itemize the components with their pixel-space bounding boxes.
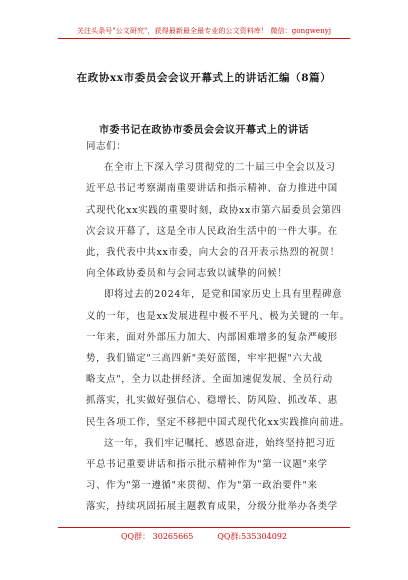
paragraph-line: 在全市上下深入学习贯彻党的二十届三中全会以及习 [104, 162, 336, 174]
paragraph-line: 式现代化xx实践的重要时刻，政协xx市第六届委员会第四 [86, 204, 342, 216]
paragraph-line: 略支点"，全力以赴拼经济、全面加速促发展、全员行动 [86, 374, 333, 386]
paragraph-line: 势，我们锚定"三高四新"美好蓝图，牢牢把握"六大战 [86, 353, 323, 365]
paragraph-line: 义的一年，也是xx发展进程中极不平凡、极为关键的一年。 [86, 310, 350, 322]
paragraph-line: 民生各项工作，坚定不移把中国式现代化xx实践推向前进。 [86, 416, 350, 428]
paragraph-line: 一年来，面对外部压力加大、内部困难增多的复杂严峻形 [86, 331, 338, 343]
paragraph-line: 这一年，我们牢记嘱托、感恩奋进，始终坚持把习近 [104, 437, 336, 449]
paragraph-line: 落实，持续巩固拓展主题教育成果，分级分批举办各类学 [86, 501, 338, 513]
salutation: 同志们： [86, 141, 127, 152]
speech-body [86, 136, 348, 518]
paragraph-line: 习、作为"第一遵循"来贯彻、作为"第一政治要件"来 [86, 480, 318, 492]
footer-divider [58, 527, 350, 528]
speech-title: 市委书记在政协市委员会会议开幕式上的讲话 [99, 125, 309, 136]
paragraph-line: 向全体政协委员和与会同志致以诚挚的问候！ [86, 268, 288, 280]
paragraph-line: 近平总书记考察湖南重要讲话和指示精神、奋力推进中国 [86, 183, 338, 195]
paragraph-line: 平总书记重要讲话和指示批示精神作为"第一议题"来学 [86, 459, 328, 471]
paragraph-line: 次会议开幕了，这是全市人民政治生活中的一件大事。在 [86, 225, 338, 237]
paragraph-line: 此，我代表中共xx市委，向大会的召开表示热烈的祝贺！ [86, 247, 340, 259]
paragraph-line: 即将过去的2024年，是党和国家历史上具有里程碑意 [104, 289, 343, 301]
document-title: 在政协xx市委员会会议开幕式上的讲话汇编（8篇） [76, 72, 332, 84]
header-divider [58, 38, 350, 39]
footer-qq-group-2: QQ群:535304092 [217, 532, 287, 541]
footer [0, 531, 408, 542]
footer-qq-group-1: QQ群： 30265665 [120, 532, 194, 541]
paragraph-line: 抓落实，扎实做好强信心、稳增长、防风险、抓改革、惠 [86, 395, 338, 407]
header-banner: 关注头条号"公文研究"，获得最新最全最专业的公文资料库！ 微信：gongwenyj [76, 27, 332, 35]
